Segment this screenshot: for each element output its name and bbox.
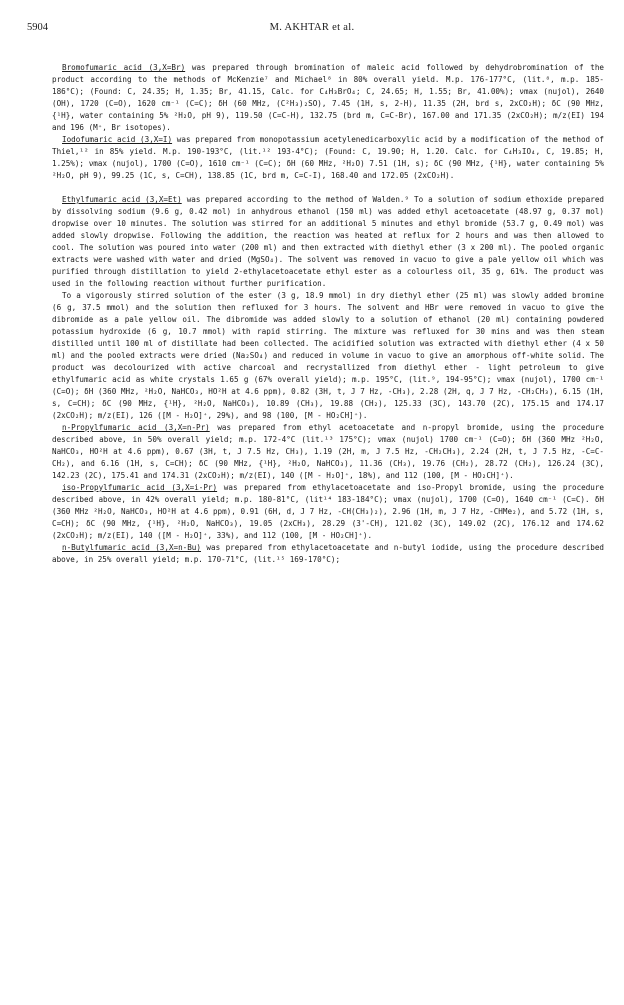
compound-heading: Bromofumaric acid (3,X=Br): [62, 63, 186, 72]
paragraph-iso-propylfumaric: [52, 482, 604, 542]
paragraph-text: was prepared from ethylacetoacetate and n-butyl iodide, using the procedure described above, in 25% overall yield; m.p. 170-71°C, (lit.¹⁵ 169-170°C);: [52, 543, 604, 564]
paragraph-bromofumaric: [52, 62, 604, 134]
article-body: [52, 62, 604, 566]
compound-heading: iso-Propylfumaric acid (3,X=i-Pr): [62, 483, 218, 492]
paragraph-n-butylfumaric: [52, 542, 604, 566]
paragraph-n-propylfumaric: [52, 422, 604, 482]
paragraph-text: was prepared according to the method of Walden.⁹ To a solution of sodium ethoxide prepared by dissolving sodium (9.6 g, 0.42 mol) in anhydrous ethanol (150 ml) was added ethyl acetoacetate (48.97 g, 0.37 mol) dropwise over 10 minutes. The solution was stirred for an additional 5 minutes and ethyl bromide (53.7 g, 0.49 mol) was added slowly dropwise. Following the addition, the reaction was heated at reflux for 2 hours and was then allowed to cool. The solution was poured into water (200 ml) and then extracted with diethyl ether (3 x 200 ml). The pooled organic extracts were washed with water and dried (MgSO₄). The solvent was removed in vacuo to give a pale yellow oil which was purified through distillation to yield 2-ethylacetoacetate ethyl ester as a colourless oil, 35 g, 61%. The product was used in the following reaction without further purification.: [52, 195, 604, 288]
paragraph-iodofumaric: [52, 134, 604, 182]
page-header: [27, 22, 597, 38]
paragraph-text: was prepared from ethyl acetoacetate and n-propyl bromide, using the procedure described above, in 50% overall yield; m.p. 172-4°C (lit.¹³ 175°C); νmax (nujol) 1700 cm⁻¹ (C=O); δH (360 MHz ²H₂O, NaHCO₃, HO²H at 4.6 ppm), 0.67 (3H, t, J 7.5 Hz, CH₃), 1.19 (2H, m, J 7.5 Hz, -CH₂CH₃), 2.24 (2H, t, J 7.5 Hz, -C=C-CH₂), and 6.16 (1H, s, C=CH); δC (90 MHz, {¹H}, ²H₂O, NaHCO₃), 11.36 (CH₃), 19.76 (CH₂), 28.72 (CH₂), 126.24 (3C), 142.23 (2C), 175.41 and 174.31 (2xCO₂H); m/z(EI), 140 ([M - H₂O]⁺, 18%), and 112 (100, [M - HO₂CH]⁺).: [52, 423, 604, 480]
running-head: M. AKHTAR et al.: [269, 22, 355, 33]
paragraph-text: To a vigorously stirred solution of the ester (3 g, 18.9 mmol) in dry diethyl ether (25 ml) was slowly added bromine (6 g, 37.5 mmol) and the solution then refluxed for 3 hours. The solvent and HBr were removed in vacuo to give the dibromide as a pale yellow oil. The dibromide was added slowly to a solution of ethanol (20 ml) containing powdered potassium hydroxide (6 g, 10.7 mmol) with rapid stirring. The mixture was refluxed for 30 mins and was then steam distilled until 100 ml of distillate had been collected. The acidified solution was extracted with diethyl ether (4 x 50 ml) and the pooled extracts were dried (Na₂SO₄) and reduced in volume in vacuo to give an amorphous off-white solid. The product was decolourized with active charcoal and recrystallized from diethyl ether - light petroleum to give ethylfumaric acid as white crystals 1.65 g (67% overall yield); m.p. 195°C, (lit.⁹, 194-95°C); νmax (nujol), 1700 cm⁻¹ (C=O); δH (360 MHz, ²H₂O, NaHCO₃, HO²H at 4.6 ppm), 0.82 (3H, t, J 7 Hz, -CH₃), 2.28 (2H, q, J 7 Hz, -CH₂CH₃), 6.15 (1H, s, C=CH); δC (90 MHz, {¹H}, ²H₂O, NaHCO₃), 10.89 (CH₃), 19.88 (CH₂), 125.33 (3C), 143.70 (2C), 175.15 and 174.17 (2xCO₂H); m/z(EI), 126 ([M - H₂O]⁺, 29%), and 98 (100, [M - HO₂CH]⁺).: [52, 291, 604, 420]
compound-heading: Ethylfumaric acid (3,X=Et): [62, 195, 182, 204]
compound-heading: n-Butylfumaric acid (3,X=n-Bu): [62, 543, 201, 552]
compound-heading: Iodofumaric acid (3,X=I): [62, 135, 173, 144]
paragraph-ethylfumaric-procedure: [52, 290, 604, 422]
paragraph-ethylfumaric: [52, 194, 604, 290]
paragraph-text: was prepared from ethylacetoacetate and iso-Propyl bromide, using the procedure described above, in 42% overall yield; m.p. 180-81°C, (lit¹⁴ 183-184°C); νmax (nujol), 1700 (C=O), 1640 cm⁻¹ (C=C). δH (360 MHz ²H₂O, NaHCO₃, HO²H at 4.6 ppm), 0.91 (6H, d, J 7 Hz, -CH(CH₃)₂), 2.96 (1H, m, J 7 Hz, -CHMe₂), and 5.72 (1H, s, C=CH); δC (90 MHz, {¹H}, ²H₂O, NaHCO₃), 19.05 (2xCH₃), 28.29 (3'-CH), 121.02 (3C), 149.02 (2C), 176.12 and 174.62 (2xCO₂H); m/z(EI), 140 ([M - H₂O]⁺, 33%), and 112 (100, [M - HO₂CH]⁺).: [52, 483, 605, 540]
paragraph-text: was prepared from monopotassium acetylenedicarboxylic acid by a modification of the method of Thiel,¹² in 85% yield. M.p. 190-193°C, (lit.¹² 193-4°C); (Found: C, 19.90; H, 1.20. Calc. for C₄H₃IO₄, C, 19.85; H, 1.25%); νmax (nujol), 1700 (C=O), 1610 cm⁻¹ (C=C); δH (60 MHz, ²H₂O) 7.51 (1H, s); δC (90 MHz, {¹H}, water containing 5% ²H₂O, pH 9), 99.25 (1C, s, C=CH), 138.85 (1C, brd m, C=C-I), 168.40 and 172.05 (2xCO₂H).: [52, 135, 604, 180]
compound-heading: n-Propylfumaric acid (3,X=n-Pr): [62, 423, 210, 432]
page-number: 5904: [27, 22, 48, 33]
paragraph-text: was prepared through bromination of maleic acid followed by dehydrobromination of the product according to the methods of McKenzie⁷ and Michael⁸ in 80% overall yield. M.p. 176-177°C, (lit.⁸, m.p. 185-186°C); (Found: C, 24.35; H, 1.35; Br, 41.15, Calc. for C₄H₃BrO₄; C, 24.65; H, 1.55; Br, 41.00%); νmax (nujol), 2640 (OH), 1720 (C=O), 1620 cm⁻¹ (C=C); δH (60 MHz, (C²H₃)₂SO), 7.45 (1H, s, 2-H), 11.35 (2H, brd s, 2xCO₂H); δC (90 MHz, {¹H}, water containing 5% ²H₂O, pH 9), 119.50 (C=C-H), 132.75 (brd m, C=C-Br), 167.00 and 171.35 (2xCO₂H); m/z(EI) 194 and 196 (M⁺, Br isotopes).: [52, 63, 604, 132]
